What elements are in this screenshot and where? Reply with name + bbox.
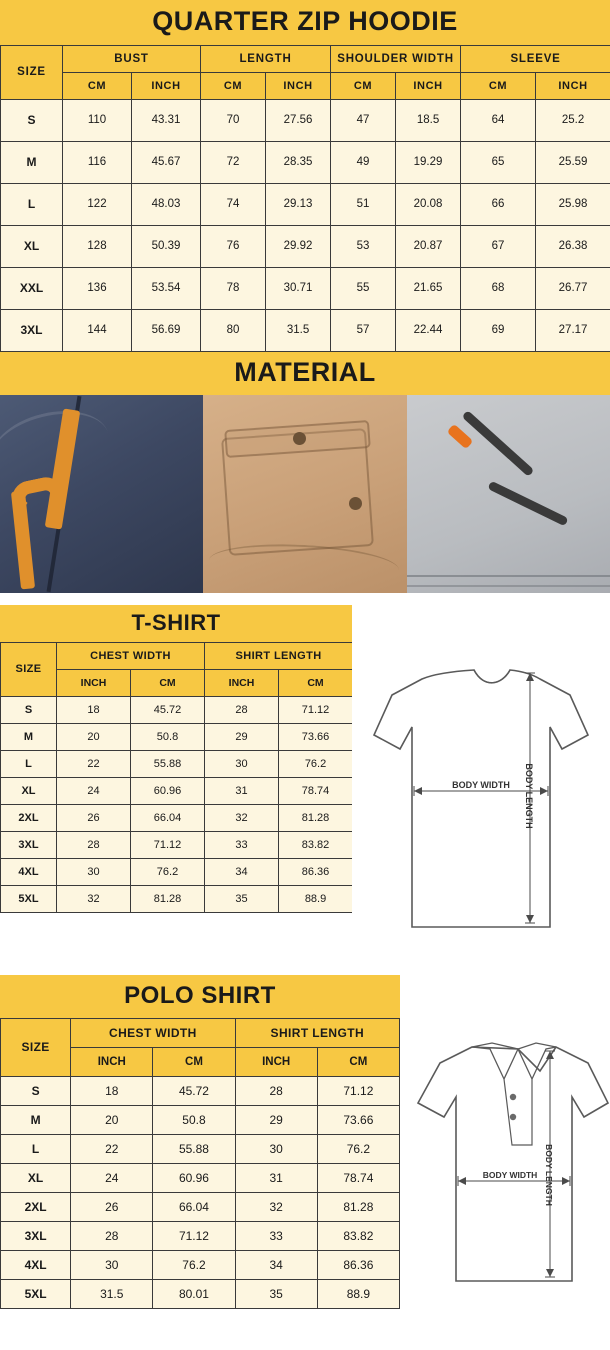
hoodie-cell: 48.03 xyxy=(132,183,201,225)
hoodie-cell: 64 xyxy=(461,99,536,141)
tshirt-cell: 29 xyxy=(205,723,279,750)
tan-hoodie-pocket-photo xyxy=(203,395,406,593)
hoodie-unit-shoulder-cm: CM xyxy=(331,72,396,99)
tshirt-cell: 73.66 xyxy=(279,723,353,750)
hoodie-cell: 31.5 xyxy=(266,309,331,351)
tshirt-unit-length-inch: INCH xyxy=(205,669,279,696)
tshirt-cell: 31 xyxy=(205,777,279,804)
tshirt-cell: 83.82 xyxy=(279,831,353,858)
hoodie-cell: 25.2 xyxy=(536,99,610,141)
polo-body-length-label: BODY LENGTH xyxy=(544,1143,554,1206)
hoodie-cell: 53 xyxy=(331,225,396,267)
tshirt-cell: 35 xyxy=(205,885,279,912)
tshirt-body-length-label: BODY LENGTH xyxy=(524,763,534,829)
hoodie-cell: 128 xyxy=(63,225,132,267)
hoodie-cell: 74 xyxy=(201,183,266,225)
polo-cell: 35 xyxy=(235,1279,317,1308)
table-row xyxy=(1,309,610,351)
hoodie-cell: 19.29 xyxy=(396,141,461,183)
tshirt-col-chest-width: CHEST WIDTH xyxy=(57,642,205,669)
polo-cell: 66.04 xyxy=(153,1192,235,1221)
tshirt-body-width-label: BODY WIDTH xyxy=(452,779,510,790)
hoodie-cell: 27.56 xyxy=(266,99,331,141)
polo-cell: 86.36 xyxy=(317,1250,399,1279)
hoodie-cell: 43.31 xyxy=(132,99,201,141)
tshirt-section-title: T-SHIRT xyxy=(0,605,352,642)
hoodie-col-shoulder-width: SHOULDER WIDTH xyxy=(331,45,461,72)
polo-cell: 22 xyxy=(71,1134,153,1163)
navy-hoodie-zipper-photo xyxy=(0,395,203,593)
polo-cell: 81.28 xyxy=(317,1192,399,1221)
hoodie-cell: 25.59 xyxy=(536,141,610,183)
hoodie-unit-length-inch: INCH xyxy=(266,72,331,99)
tshirt-cell: 55.88 xyxy=(131,750,205,777)
hoodie-cell: 67 xyxy=(461,225,536,267)
hoodie-col-sleeve: SLEEVE xyxy=(461,45,610,72)
hoodie-cell: 25.98 xyxy=(536,183,610,225)
polo-cell: 55.88 xyxy=(153,1134,235,1163)
hoodie-cell: 78 xyxy=(201,267,266,309)
polo-row-size: XL xyxy=(1,1163,71,1192)
hoodie-cell: 122 xyxy=(63,183,132,225)
tshirt-cell: 18 xyxy=(57,696,131,723)
table-row xyxy=(1,858,353,885)
polo-cell: 34 xyxy=(235,1250,317,1279)
tshirt-row-size: S xyxy=(1,696,57,723)
hoodie-cell: 49 xyxy=(331,141,396,183)
hoodie-cell: 110 xyxy=(63,99,132,141)
hoodie-section-title: QUARTER ZIP HOODIE xyxy=(0,0,610,45)
polo-section xyxy=(0,975,610,1309)
hoodie-cell: 144 xyxy=(63,309,132,351)
tshirt-row-size: 5XL xyxy=(1,885,57,912)
hoodie-cell: 45.67 xyxy=(132,141,201,183)
polo-col-size: SIZE xyxy=(1,1018,71,1076)
hoodie-cell: 18.5 xyxy=(396,99,461,141)
polo-cell: 30 xyxy=(235,1134,317,1163)
polo-section-title: POLO SHIRT xyxy=(0,975,400,1018)
hoodie-row-size: S xyxy=(1,99,63,141)
tshirt-row-size: M xyxy=(1,723,57,750)
hoodie-cell: 70 xyxy=(201,99,266,141)
table-row xyxy=(1,723,353,750)
hoodie-cell: 56.69 xyxy=(132,309,201,351)
polo-row-size: L xyxy=(1,1134,71,1163)
hoodie-unit-bust-inch: INCH xyxy=(132,72,201,99)
polo-size-table xyxy=(0,1018,400,1309)
hoodie-col-length: LENGTH xyxy=(201,45,331,72)
tshirt-cell: 78.74 xyxy=(279,777,353,804)
table-row xyxy=(1,696,353,723)
hoodie-cell: 72 xyxy=(201,141,266,183)
polo-cell: 28 xyxy=(235,1076,317,1105)
polo-cell: 76.2 xyxy=(153,1250,235,1279)
tshirt-cell: 76.2 xyxy=(131,858,205,885)
hoodie-row-size: M xyxy=(1,141,63,183)
polo-cell: 28 xyxy=(71,1221,153,1250)
tshirt-cell: 45.72 xyxy=(131,696,205,723)
hoodie-size-table xyxy=(0,45,610,352)
polo-cell: 31 xyxy=(235,1163,317,1192)
polo-unit-chest-cm: CM xyxy=(153,1047,235,1076)
table-row xyxy=(1,225,610,267)
hoodie-cell: 116 xyxy=(63,141,132,183)
polo-cell: 83.82 xyxy=(317,1221,399,1250)
hoodie-cell: 29.92 xyxy=(266,225,331,267)
hoodie-unit-bust-cm: CM xyxy=(63,72,132,99)
table-row xyxy=(1,777,353,804)
tshirt-row-size: L xyxy=(1,750,57,777)
tshirt-unit-chest-inch: INCH xyxy=(57,669,131,696)
tshirt-diagram xyxy=(352,605,610,961)
tshirt-cell: 76.2 xyxy=(279,750,353,777)
polo-row-size: 4XL xyxy=(1,1250,71,1279)
polo-cell: 24 xyxy=(71,1163,153,1192)
polo-cell: 20 xyxy=(71,1105,153,1134)
polo-col-shirt-length: SHIRT LENGTH xyxy=(235,1018,399,1047)
polo-cell: 80.01 xyxy=(153,1279,235,1308)
tshirt-row-size: XL xyxy=(1,777,57,804)
tshirt-section xyxy=(0,605,610,961)
table-row xyxy=(1,1279,400,1308)
tshirt-col-size: SIZE xyxy=(1,642,57,696)
tshirt-cell: 32 xyxy=(57,885,131,912)
table-row xyxy=(1,1163,400,1192)
hoodie-cell: 50.39 xyxy=(132,225,201,267)
hoodie-unit-length-cm: CM xyxy=(201,72,266,99)
table-row xyxy=(1,141,610,183)
tshirt-cell: 20 xyxy=(57,723,131,750)
polo-cell: 76.2 xyxy=(317,1134,399,1163)
grey-hoodie-drawstring-photo xyxy=(407,395,610,593)
polo-cell: 31.5 xyxy=(71,1279,153,1308)
hoodie-cell: 55 xyxy=(331,267,396,309)
tshirt-cell: 66.04 xyxy=(131,804,205,831)
tshirt-row-size: 3XL xyxy=(1,831,57,858)
tshirt-cell: 24 xyxy=(57,777,131,804)
hoodie-cell: 22.44 xyxy=(396,309,461,351)
tshirt-cell: 88.9 xyxy=(279,885,353,912)
polo-cell: 78.74 xyxy=(317,1163,399,1192)
hoodie-cell: 28.35 xyxy=(266,141,331,183)
polo-header-row xyxy=(1,1018,400,1047)
polo-cell: 26 xyxy=(71,1192,153,1221)
polo-cell: 73.66 xyxy=(317,1105,399,1134)
tshirt-cell: 22 xyxy=(57,750,131,777)
tshirt-cell: 81.28 xyxy=(279,804,353,831)
hoodie-cell: 65 xyxy=(461,141,536,183)
hoodie-col-bust: BUST xyxy=(63,45,201,72)
polo-unit-length-inch: INCH xyxy=(235,1047,317,1076)
polo-cell: 45.72 xyxy=(153,1076,235,1105)
polo-cell: 71.12 xyxy=(317,1076,399,1105)
hoodie-unit-shoulder-inch: INCH xyxy=(396,72,461,99)
tshirt-cell: 33 xyxy=(205,831,279,858)
hoodie-cell: 76 xyxy=(201,225,266,267)
polo-row-size: S xyxy=(1,1076,71,1105)
material-photo-strip xyxy=(0,395,610,593)
material-section-title: MATERIAL xyxy=(0,352,610,395)
hoodie-row-size: L xyxy=(1,183,63,225)
hoodie-units-row xyxy=(1,72,610,99)
tshirt-cell: 50.8 xyxy=(131,723,205,750)
polo-cell: 30 xyxy=(71,1250,153,1279)
tshirt-cell: 28 xyxy=(205,696,279,723)
table-row xyxy=(1,1076,400,1105)
polo-body-width-label: BODY WIDTH xyxy=(482,1169,538,1180)
table-row xyxy=(1,1134,400,1163)
hoodie-header-row xyxy=(1,45,610,72)
tshirt-cell: 34 xyxy=(205,858,279,885)
table-row xyxy=(1,1250,400,1279)
table-row xyxy=(1,804,353,831)
hoodie-cell: 136 xyxy=(63,267,132,309)
tshirt-cell: 30 xyxy=(57,858,131,885)
hoodie-unit-sleeve-cm: CM xyxy=(461,72,536,99)
polo-diagram xyxy=(400,975,610,1309)
polo-cell: 29 xyxy=(235,1105,317,1134)
tshirt-cell: 81.28 xyxy=(131,885,205,912)
hoodie-cell: 26.77 xyxy=(536,267,610,309)
polo-cell: 60.96 xyxy=(153,1163,235,1192)
tshirt-row-size: 4XL xyxy=(1,858,57,885)
polo-cell: 18 xyxy=(71,1076,153,1105)
hoodie-cell: 21.65 xyxy=(396,267,461,309)
hoodie-cell: 66 xyxy=(461,183,536,225)
polo-cell: 88.9 xyxy=(317,1279,399,1308)
hoodie-row-size: 3XL xyxy=(1,309,63,351)
tshirt-header-row xyxy=(1,642,353,669)
table-row xyxy=(1,750,353,777)
tshirt-cell: 28 xyxy=(57,831,131,858)
polo-col-chest-width: CHEST WIDTH xyxy=(71,1018,235,1047)
table-row xyxy=(1,1105,400,1134)
tshirt-cell: 71.12 xyxy=(279,696,353,723)
hoodie-cell: 47 xyxy=(331,99,396,141)
polo-row-size: 5XL xyxy=(1,1279,71,1308)
polo-row-size: M xyxy=(1,1105,71,1134)
hoodie-cell: 57 xyxy=(331,309,396,351)
tshirt-row-size: 2XL xyxy=(1,804,57,831)
polo-unit-chest-inch: INCH xyxy=(71,1047,153,1076)
polo-cell: 71.12 xyxy=(153,1221,235,1250)
tshirt-unit-length-cm: CM xyxy=(279,669,353,696)
hoodie-cell: 27.17 xyxy=(536,309,610,351)
table-row xyxy=(1,885,353,912)
polo-cell: 50.8 xyxy=(153,1105,235,1134)
polo-unit-length-cm: CM xyxy=(317,1047,399,1076)
table-row xyxy=(1,183,610,225)
table-row xyxy=(1,1192,400,1221)
tshirt-cell: 26 xyxy=(57,804,131,831)
hoodie-cell: 29.13 xyxy=(266,183,331,225)
hoodie-row-size: XL xyxy=(1,225,63,267)
hoodie-col-size: SIZE xyxy=(1,45,63,99)
hoodie-cell: 53.54 xyxy=(132,267,201,309)
tshirt-size-table xyxy=(0,642,353,913)
tshirt-cell: 32 xyxy=(205,804,279,831)
tshirt-cell: 30 xyxy=(205,750,279,777)
hoodie-cell: 20.87 xyxy=(396,225,461,267)
polo-cell: 32 xyxy=(235,1192,317,1221)
hoodie-cell: 69 xyxy=(461,309,536,351)
tshirt-cell: 86.36 xyxy=(279,858,353,885)
hoodie-cell: 51 xyxy=(331,183,396,225)
hoodie-cell: 30.71 xyxy=(266,267,331,309)
hoodie-unit-sleeve-inch: INCH xyxy=(536,72,610,99)
table-row xyxy=(1,1221,400,1250)
tshirt-cell: 60.96 xyxy=(131,777,205,804)
tshirt-unit-chest-cm: CM xyxy=(131,669,205,696)
tshirt-cell: 71.12 xyxy=(131,831,205,858)
hoodie-row-size: XXL xyxy=(1,267,63,309)
table-row xyxy=(1,99,610,141)
polo-row-size: 2XL xyxy=(1,1192,71,1221)
table-row xyxy=(1,831,353,858)
hoodie-cell: 26.38 xyxy=(536,225,610,267)
hoodie-cell: 20.08 xyxy=(396,183,461,225)
hoodie-cell: 80 xyxy=(201,309,266,351)
table-row xyxy=(1,267,610,309)
hoodie-cell: 68 xyxy=(461,267,536,309)
tshirt-col-shirt-length: SHIRT LENGTH xyxy=(205,642,353,669)
polo-cell: 33 xyxy=(235,1221,317,1250)
polo-row-size: 3XL xyxy=(1,1221,71,1250)
